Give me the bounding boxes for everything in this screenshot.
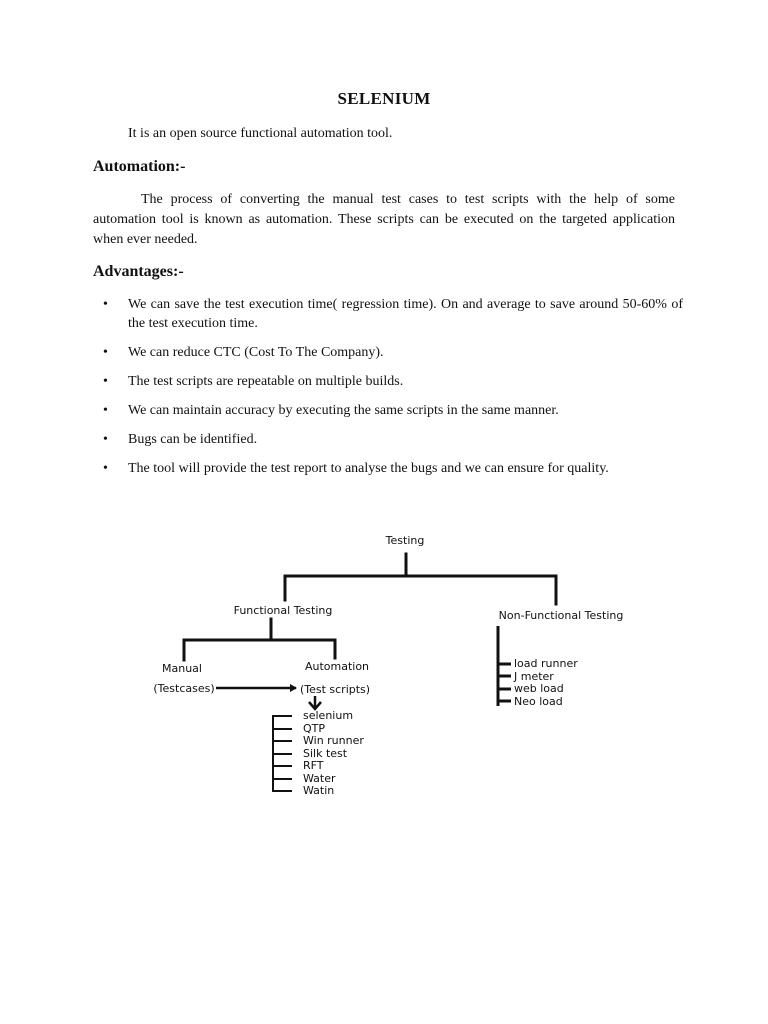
tool-label: load runner (514, 657, 578, 670)
tool-label: J meter (514, 670, 554, 683)
advantages-heading: Advantages:- (93, 263, 184, 280)
bullet-icon: • (103, 297, 108, 312)
tool-label: Water (303, 772, 336, 785)
automation-paragraph-text: The process of converting the manual test cases to test scripts with the help of some automation tool is known as automation. These scripts can be executed on the targeted application when ever needed. (93, 192, 675, 247)
list-item-text: Bugs can be identified. (128, 432, 258, 447)
tool-label: QTP (303, 722, 326, 735)
list-item-text: We can reduce CTC (Cost To The Company). (128, 345, 384, 360)
page-title: SELENIUM (337, 89, 431, 108)
nonfunctional-tools-list (513, 657, 578, 708)
automation-label: Automation (304, 660, 370, 673)
bullet-icon: • (103, 374, 108, 389)
tool-label: Watin (303, 784, 335, 797)
tool-label: Neo load (514, 695, 563, 708)
automation-heading: Automation:- (93, 158, 186, 175)
manual-label: Manual (162, 662, 202, 675)
intro-text: It is an open source functional automation tool. (128, 126, 393, 141)
nonfunctional-label: Non-Functional Testing (498, 609, 624, 622)
tool-label: Silk test (303, 747, 348, 760)
automation-sub-label: (Test scripts) (299, 683, 371, 696)
bullet-icon: • (103, 461, 108, 476)
list-item-text: We can save the test execution time( regression time). On and average to save around 50-60% of the test execution time. (128, 297, 683, 331)
tool-label: RFT (303, 759, 324, 772)
nonfunctional-tools-bracket (498, 626, 511, 706)
bullet-icon: • (103, 432, 108, 447)
tool-label: web load (514, 682, 564, 695)
down-arrow-icon (309, 696, 321, 709)
bullet-icon: • (103, 345, 108, 360)
list-item-text: The tool will provide the test report to analyse the bugs and we can ensure for quality. (128, 461, 609, 476)
list-item-text: The test scripts are repeatable on multiple builds. (128, 374, 404, 389)
tool-label: selenium (303, 709, 354, 722)
tool-label: Win runner (303, 734, 364, 747)
root-label: Testing (385, 534, 425, 547)
automation-tools-list (303, 709, 364, 797)
automation-tools-bracket (273, 715, 292, 792)
bullet-icon: • (103, 403, 108, 418)
list-item-text: We can maintain accuracy by executing the same scripts in the same manner. (128, 403, 559, 418)
functional-label: Functional Testing (233, 604, 333, 617)
manual-sub-label: (Testcases) (153, 682, 215, 695)
